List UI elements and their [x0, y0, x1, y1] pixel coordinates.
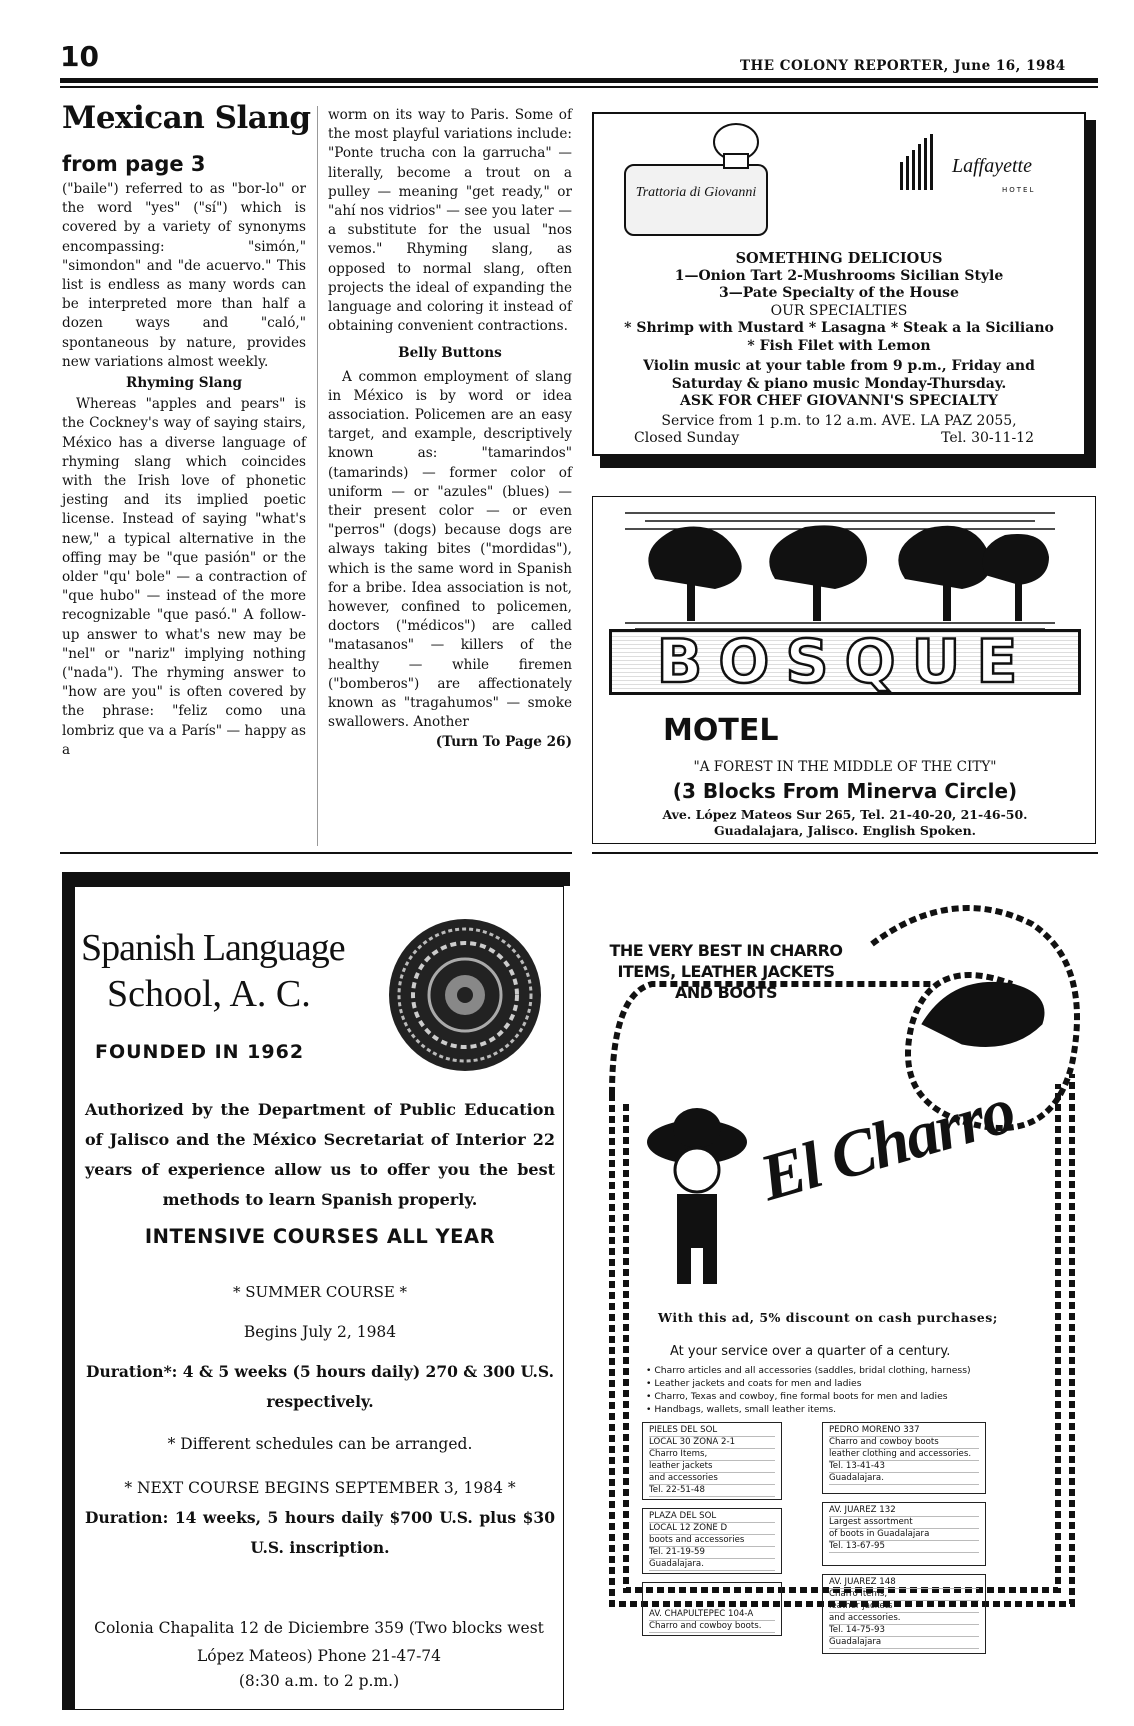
menu-line: Violin music at your table from 9 p.m., Friday and [643, 358, 1035, 374]
closed-day: Closed Sunday [634, 430, 740, 446]
article-subhead: Belly Buttons [398, 345, 502, 362]
article-title: Mexican Slang [62, 100, 311, 136]
menu-line: SOMETHING DELICIOUS [735, 250, 943, 267]
trattoria-menu [604, 250, 1074, 448]
article-subhead: Rhyming Slang [126, 375, 242, 392]
school-different: * Different schedules can be arranged. [167, 1435, 473, 1453]
ad-bosque [592, 496, 1096, 844]
motel-label: MOTEL [663, 713, 779, 748]
menu-line: ASK FOR CHEF GIOVANNI'S SPECIALTY [680, 393, 998, 409]
article-paragraph: Whereas "apples and pears" is the Cockney's way of saying stairs, México has a diverse language of rhyming slang which coincides with the Irish love of phonetic jesting and its implied poetic license. Instead of saying "what's new," a typical alternative in the offing may be "que pasión" or the older "qu' bole" — a contraction of "que hubo" — instead of the more recognizable "que pasó." A follow-up answer to what's new may be "nel" or "nariz" implying nothing ("nada"). The rhyming answer to "how are you" is often covered by the phrase: "feliz como una lombriz que va a París" — happy as a [62, 396, 306, 758]
charro-brand: El Charro [752, 1073, 1022, 1216]
school-begins: Begins July 2, 1984 [243, 1323, 397, 1341]
charro-headline: THE VERY BEST IN CHARRO ITEMS, LEATHER JACKETS AND BOOTS [609, 941, 843, 1002]
charro-mascot-icon [642, 1104, 752, 1294]
store-card: PEDRO MORENO 337 Charro and cowboy boots leather clothing and accessories. Tel. 13-41-43 Guadalajara. [822, 1422, 986, 1494]
menu-line: * Fish Filet with Lemon [747, 337, 931, 354]
trattoria-logo-text: Trattoria di Giovanni [635, 185, 757, 200]
menu-line: Saturday & piano music Monday-Thursday. [671, 375, 1007, 392]
school-address-visible: Colonia Chapalita 12 de Diciembre 359 (Two blocks west López Mateos) Phone 21-47-74 [94, 1619, 544, 1665]
school-shadow-left [62, 872, 74, 1710]
charro-bullet: • Charro, Texas and cowboy, fine formal boots for men and ladies [646, 1391, 948, 1402]
masthead-rule [60, 78, 1098, 83]
bosque-city: Guadalajara, Jalisco. English Spoken. [713, 823, 977, 838]
charro-bullet: • Charro articles and all accessories (saddles, bridal clothing, harness) [646, 1365, 971, 1376]
hotel-logo-sub: HOTEL [1002, 186, 1036, 194]
article-bottom-rule [60, 852, 572, 854]
ad-el-charro [592, 874, 1096, 1647]
menu-line: 1—Onion Tart 2-Mushrooms Sicilian Style [674, 267, 1004, 284]
article-column-1 [62, 180, 306, 760]
bosque-blocks: (3 Blocks From Minerva Circle) [672, 779, 1018, 803]
school-intensive: INTENSIVE COURSES ALL YEAR [144, 1225, 496, 1248]
trattoria-logo [624, 164, 768, 236]
store-list-right [822, 1422, 986, 1654]
school-name-line2: School, A. C. [107, 973, 311, 1015]
column-divider [317, 106, 318, 846]
charro-bullets [646, 1364, 1046, 1416]
hotel-logo [898, 134, 1068, 194]
school-duration2: Duration: 14 weeks, 5 hours daily $700 U.S. plus $30 U.S. inscription. [85, 1508, 555, 1557]
ad-trattoria [592, 112, 1086, 456]
school-name-line1: Spanish Language [81, 927, 345, 969]
charro-bullet: • Leather jackets and coats for men and ladies [646, 1378, 862, 1389]
school-duration1: Duration*: 4 & 5 weeks (5 hours daily) 270 & 300 U.S. respectively. [86, 1362, 554, 1411]
store-card: PLAZA DEL SOL LOCAL 12 ZONE D boots and accessories Tel. 21-19-59 Guadalajara. [642, 1508, 782, 1574]
school-summer: * SUMMER COURSE * [232, 1283, 408, 1301]
forest-trees-icon [625, 509, 1055, 634]
trattoria-phone: Tel. 30-11-12 [941, 430, 1034, 446]
closed-row [604, 430, 1074, 448]
hotel-logo-icon [898, 134, 948, 192]
charro-service: At your service over a quarter of a century. [670, 1344, 951, 1359]
article-paragraph: A common employment of slang in México is by word or idea association. Policemen are an easy target, and example, descriptively known as: "tamarindos" (tamarinds) — former color of uniform — or "azules" (blues) — their present color — or even "perros" (dogs) because dogs are always taking bites ("mordidas"), which is the same word in Spanish for a bribe. Idea association is not, however, confined to policemen, doctors ("médicos") are called "matasanos" — killers of the healthy — while firemen ("bomberos") are affectionately known as "tragahumos" — smoke swallowers. Another [328, 368, 572, 731]
article-paragraph: worm on its way to Paris. Some of the most playful variations include: "Ponte trucha con la garrucha" — literally, become a trout on a pulley — meaning "get ready," or "ahí nos vidrios" — see you later — a substitute for the usual "nos vemos." Rhyming slang, as opposed to normal slang, often projects the ideal of expanding the language and coloring it instead of obtaining convenient contractions. [328, 107, 572, 335]
school-shadow-top [62, 872, 570, 886]
bosque-slogan: "A FOREST IN THE MIDDLE OF THE CITY" [693, 759, 997, 775]
school-hours: (8:30 a.m. to 2 p.m.) [238, 1672, 400, 1690]
trattoria-shadow-right [1086, 120, 1096, 462]
service-line: Service from 1 p.m. to 12 a.m. AVE. LA PAZ 2055, [661, 412, 1017, 429]
trattoria-shadow-bottom [600, 456, 1096, 468]
menu-line: 3—Pate Specialty of the House [719, 285, 959, 301]
store-card: AV. CHAPULTEPEC 104-A Charro and cowboy boots. [642, 1582, 782, 1636]
menu-line: * Shrimp with Mustard * Lasagna * Steak a la Siciliano [624, 320, 1054, 336]
store-list-left [642, 1422, 782, 1636]
bosque-bottom-rule [592, 852, 1098, 854]
bosque-address: Ave. López Mateos Sur 265, Tel. 21-40-20, 21-46-50. [662, 807, 1028, 822]
article-paragraph: ("baile") referred to as "bor-lo" or the word "yes" ("sí") which is covered by a variety of synonyms encompassing: "simón," "simondon" and "de acuervo." This list is endless as many words can be interpreted more than half a dozen ways and "caló," spontaneous by nature, provides new variations almost weekly. [62, 181, 306, 370]
chef-hat-icon [626, 120, 766, 188]
ad-spanish-school [74, 886, 564, 1710]
hotel-logo-text: Laffayette [952, 155, 1032, 177]
menu-line: OUR SPECIALTIES [770, 302, 908, 319]
store-card: AV. JUAREZ 148 Charro items, leather jackets and accessories. Tel. 14-75-93 Guadalajara [822, 1574, 986, 1654]
school-next: * NEXT COURSE BEGINS SEPTEMBER 3, 1984 * [124, 1479, 516, 1497]
masthead: THE COLONY REPORTER, June 16, 1984 [740, 58, 1066, 74]
article-column-2 [328, 106, 572, 752]
bosque-logo-text: BOSQUE [609, 629, 1081, 695]
school-founded: FOUNDED IN 1962 [95, 1041, 305, 1063]
school-authorized: Authorized by the Department of Public Education of Jalisco and the México Secretariat of Interior 22 years of experience allow us to offer you the best methods to learn Spanish properly. [85, 1100, 555, 1209]
page-number: 10 [60, 40, 99, 73]
store-card: PIELES DEL SOL LOCAL 30 ZONA 2-1 Charro Items, leather jackets and accessories Tel. 22-51-48 [642, 1422, 782, 1500]
article-subtitle: from page 3 [62, 152, 206, 176]
continued-link[interactable]: (Turn To Page 26) [435, 733, 572, 750]
aztec-calendar-icon [385, 915, 545, 1075]
charro-bullet: • Handbags, wallets, small leather items. [646, 1404, 837, 1415]
store-card: AV. JUAREZ 132 Largest assortment of boots in Guadalajara Tel. 13-67-95 [822, 1502, 986, 1566]
charro-discount: With this ad, 5% discount on cash purchases; [658, 1310, 998, 1325]
masthead-rule-thin [60, 86, 1098, 88]
